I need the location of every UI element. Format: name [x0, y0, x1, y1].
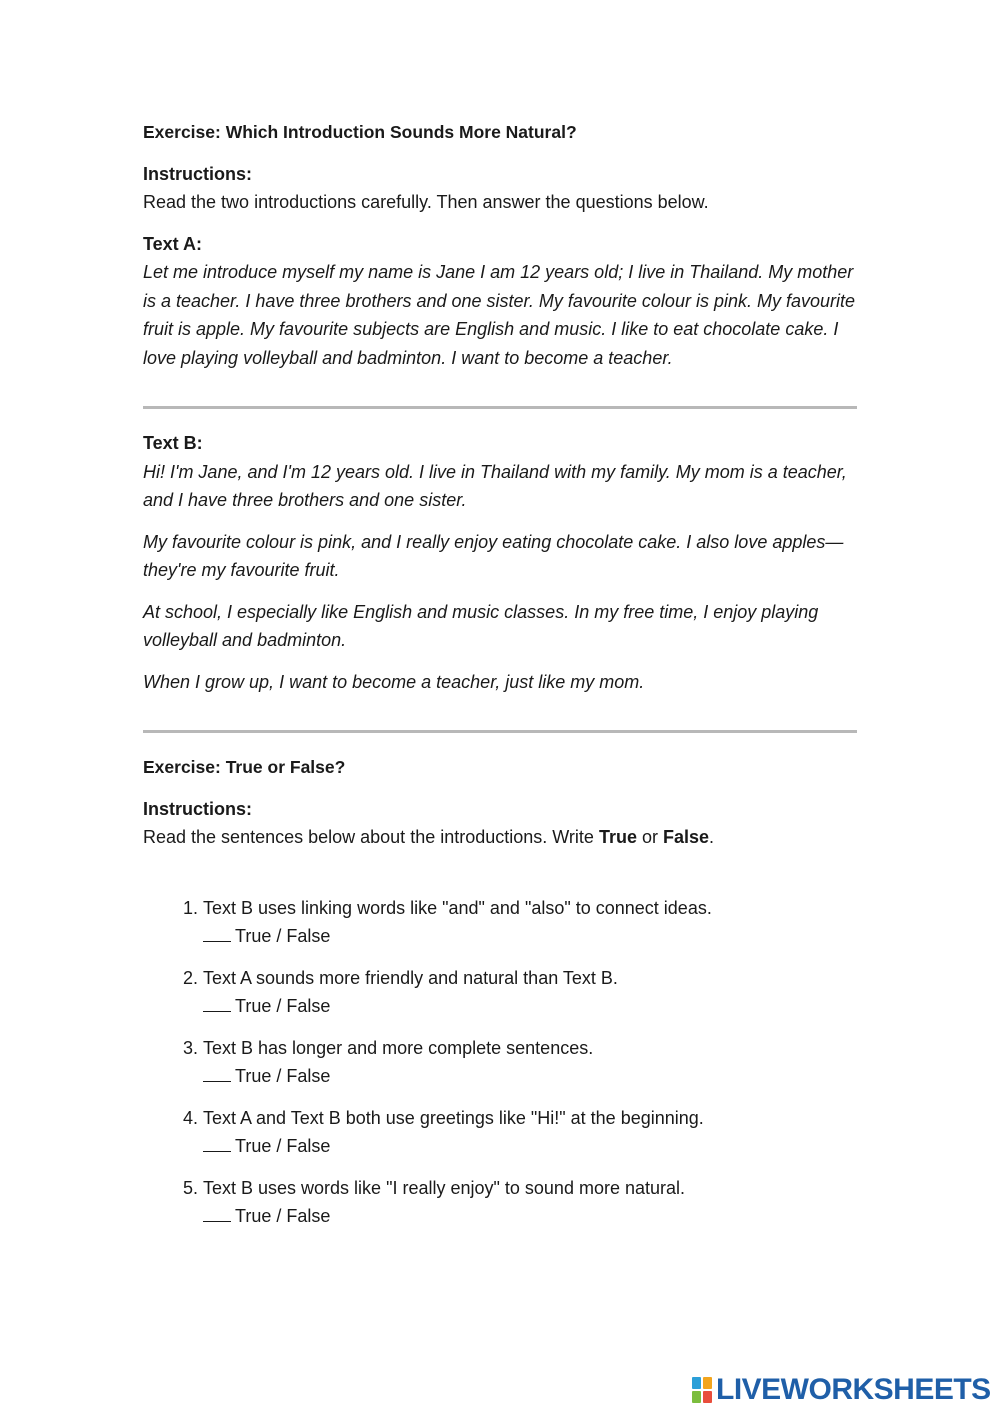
section-divider [143, 730, 857, 733]
answer-blank-input[interactable] [203, 1063, 231, 1082]
answer-options: True / False [235, 926, 331, 946]
answer-options: True / False [235, 1066, 331, 1086]
text-b-paragraph: My favourite colour is pink, and I really enjoy eating chocolate cake. I also love apples—they're my favourite fruit. [143, 531, 844, 580]
liveworksheets-logo-icon [692, 1377, 712, 1403]
answer-blank-input[interactable] [203, 1203, 231, 1222]
exercise-1-title: Exercise: Which Introduction Sounds More Natural? [143, 122, 577, 142]
question-number: 2. [183, 967, 199, 988]
question-number: 1. [183, 897, 199, 918]
exercise-1-instructions-text: Read the two introductions carefully. Then answer the questions below. [143, 192, 709, 212]
text-b-paragraph: At school, I especially like English and music classes. In my free time, I enjoy playing volleyball and badminton. [143, 601, 819, 650]
worksheet-page [143, 118, 857, 1244]
answer-blank-input[interactable] [203, 1133, 231, 1152]
exercise-1-instructions-label: Instructions: [143, 163, 253, 184]
text-b-paragraph: Hi! I'm Jane, and I'm 12 years old. I live in Thailand with my family. My mom is a teacher, and I have three brothers and one sister. [143, 461, 847, 510]
liveworksheets-logo-text: LIVEWORKSHEETS [716, 1373, 991, 1406]
answer-line [203, 992, 618, 1021]
instructions-prefix: Read the sentences below about the introductions. Write [143, 827, 599, 847]
instructions-true-word: True [598, 827, 637, 847]
answer-options: True / False [235, 996, 331, 1016]
liveworksheets-logo[interactable] [692, 1374, 991, 1406]
question-number: 5. [183, 1177, 199, 1198]
question-text: Text A sounds more friendly and natural than Text B. [203, 967, 618, 988]
question-text: Text A and Text B both use greetings like "Hi!" at the beginning. [203, 1107, 704, 1128]
exercise-2-instructions-label: Instructions: [143, 798, 253, 819]
question-item [143, 1174, 857, 1231]
exercise-2-instructions-text [143, 823, 857, 852]
text-a-body: Let me introduce myself my name is Jane I am 12 years old; I live in Thailand. My mother is a teacher. I have three brothers and one sister. My favourite colour is pink. My favourite fruit is apple. My favourite subjects are English and music. I like to eat chocolate cake. I love playing volleyball and badminton. I want to become a teacher. [143, 262, 856, 368]
exercise-2-title: Exercise: True or False? [143, 757, 346, 777]
question-text: Text B uses linking words like "and" and "also" to connect ideas. [203, 897, 712, 918]
text-a-label: Text A: [143, 233, 203, 254]
text-b-paragraph: When I grow up, I want to become a teacher, just like my mom. [143, 671, 645, 692]
instructions-suffix: . [709, 827, 715, 847]
answer-line [203, 922, 712, 951]
answer-blank-input[interactable] [203, 923, 231, 942]
answer-line [203, 1062, 593, 1091]
question-item [143, 1104, 857, 1161]
question-item [143, 964, 857, 1021]
question-item [143, 894, 857, 951]
answer-options: True / False [235, 1136, 331, 1156]
answer-blank-input[interactable] [203, 993, 231, 1012]
answer-line [203, 1202, 685, 1231]
question-text: Text B has longer and more complete sentences. [203, 1037, 594, 1058]
instructions-or: or [636, 827, 663, 847]
section-divider [143, 406, 857, 409]
instructions-false-word: False [662, 827, 710, 847]
question-number: 4. [183, 1107, 199, 1128]
text-b-label: Text B: [143, 433, 203, 453]
question-number: 3. [183, 1037, 199, 1058]
true-false-question-list [143, 894, 857, 1231]
question-item [143, 1034, 857, 1091]
answer-options: True / False [235, 1206, 331, 1226]
question-text: Text B uses words like "I really enjoy" to sound more natural. [203, 1177, 686, 1198]
answer-line [203, 1132, 704, 1161]
